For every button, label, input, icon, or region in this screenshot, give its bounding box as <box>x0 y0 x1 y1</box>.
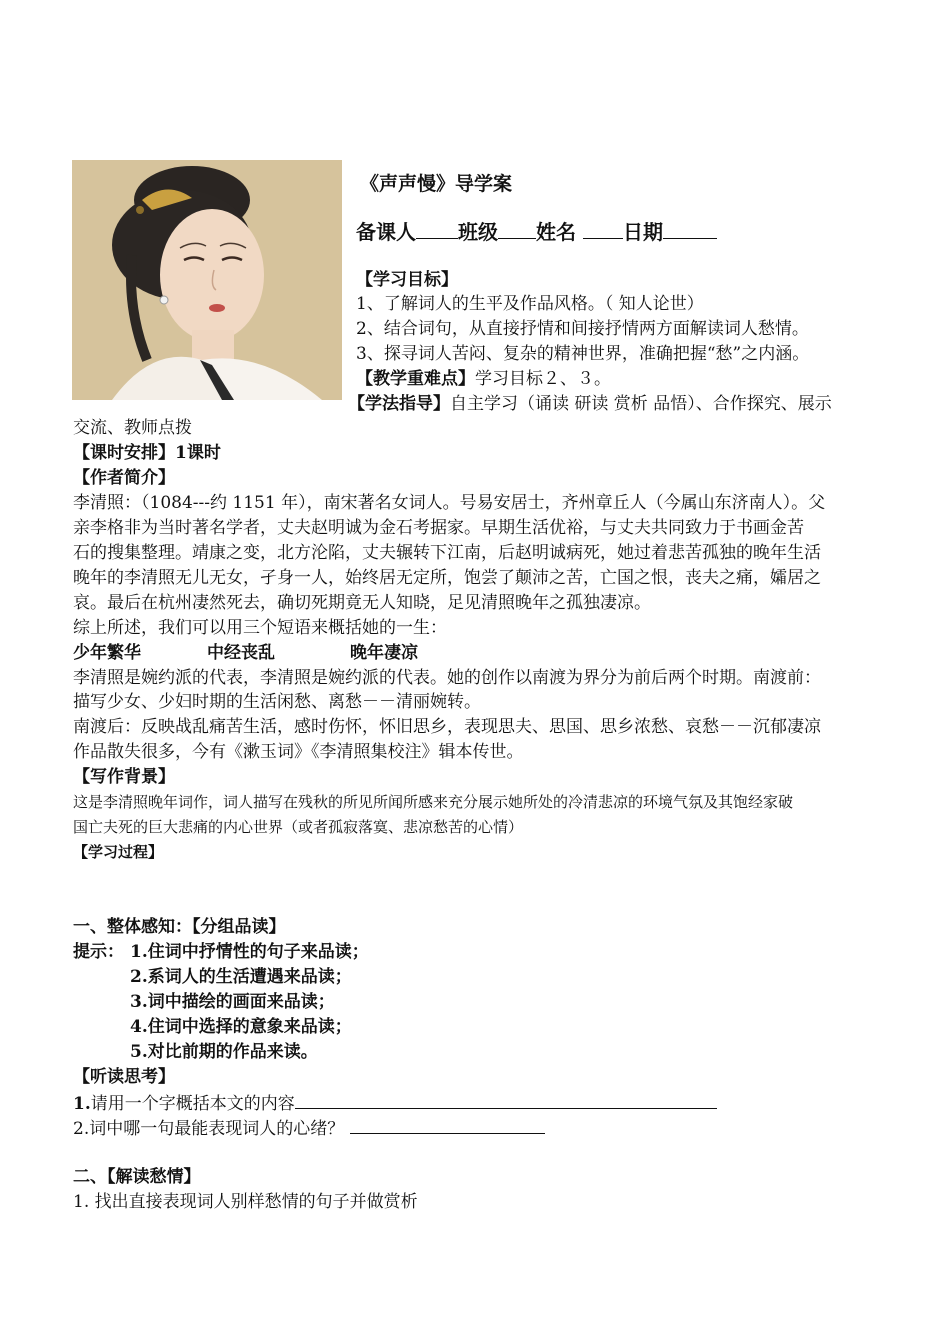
section2-question: 1. 找出直接表现词人别样愁情的句子并做赏析 <box>73 1192 418 1212</box>
author-line: 哀。最后在杭州凄然死去，确切死期竟无人知晓，足见清照晚年之孤独凄凉。 <box>73 593 651 613</box>
author-heading: 【作者简介】 <box>73 468 175 488</box>
objective-item: 2、结合词句，从直接抒情和间接抒情两方面解读词人愁情。 <box>356 319 809 339</box>
method-text: 自主学习（诵读 研读 赏析 品悟）、合作探究、展示 <box>450 394 832 414</box>
author-line: 李清照：（1084---约 1151 年），南宋著名女词人。号易安居士，齐州章丘人（今属山东济南人）。父 <box>73 493 826 513</box>
author-line: 晚年的李清照无儿无女，孑身一人，始终居无定所，饱尝了颠沛之苦，亡国之恨，丧夫之痛，孀居之 <box>73 568 821 588</box>
key-points-text: 学习目标２、３。 <box>475 369 611 389</box>
life-phrase: 少年繁华 <box>73 643 141 663</box>
objective-item: 1、了解词人的生平及作品风格。（ 知人论世） <box>356 294 704 314</box>
listen-question-2 <box>73 1115 545 1141</box>
portrait-image <box>72 160 342 400</box>
date-blank[interactable] <box>663 220 717 239</box>
schedule-text: 1课时 <box>175 443 221 463</box>
style-line: 描写少女、少妇时期的生活闲愁、离愁－－清丽婉转。 <box>73 692 481 712</box>
class-blank[interactable] <box>498 220 536 239</box>
style-line: 作品散失很多，今有《漱玉词》《李清照集校注》辑本传世。 <box>73 742 524 762</box>
schedule-line <box>73 441 221 465</box>
key-points-line <box>356 367 611 391</box>
name-blank[interactable] <box>583 220 623 239</box>
info-line <box>356 218 717 246</box>
hint-item: 3.词中描绘的画面来品读； <box>130 992 335 1012</box>
key-points-label: 【教学重难点】 <box>356 369 475 389</box>
author-line: 石的搜集整理。靖康之变，北方沦陷，丈夫辗转下江南，后赵明诚病死，她过着悲苦孤独的晚年生活 <box>73 543 821 563</box>
question-number: 1. <box>73 1094 91 1114</box>
author-line: 亲李格非为当时著名学者，丈夫赵明诚为金石考据家。早期生活优裕，与丈夫共同致力于书画金苦 <box>73 518 804 538</box>
document-title: 《声声慢》导学案 <box>360 173 513 195</box>
prepared-by-blank[interactable] <box>416 220 458 239</box>
method-label: 【学法指导】 <box>348 394 450 414</box>
objectives-heading: 【学习目标】 <box>356 270 458 290</box>
life-phrase: 晚年凄凉 <box>350 643 418 663</box>
style-line: 南渡后：反映战乱痛苦生活，感时伤怀，怀旧思乡，表现思夫、思国、思乡浓愁、哀愁－－沉郁凄凉 <box>73 717 821 737</box>
method-text-cont: 交流、教师点拨 <box>73 418 192 438</box>
name-label: 姓名 <box>536 220 576 244</box>
life-phrase: 中经丧乱 <box>207 643 275 663</box>
schedule-label: 【课时安排】 <box>73 443 175 463</box>
method-line <box>348 392 832 416</box>
author-summary: 综上所述，我们可以用三个短语来概括她的一生： <box>73 618 447 638</box>
class-label: 班级 <box>458 220 498 244</box>
listen-question-1 <box>73 1090 717 1116</box>
section1-heading: 一、整体感知：【分组品读】 <box>73 917 286 937</box>
prepared-by-label: 备课人 <box>356 220 416 244</box>
style-line: 李清照是婉约派的代表，李清照是婉约派的代表。她的创作以南渡为界分为前后两个时期。南渡前： <box>73 668 821 688</box>
objective-item: 3、探寻词人苦闷、复杂的精神世界，准确把握“愁”之内涵。 <box>356 344 810 364</box>
hint-item: 1.住词中抒情性的句子来品读； <box>130 942 369 962</box>
portrait-illustration <box>72 160 342 400</box>
background-line: 国亡夫死的巨大悲痛的内心世界（或者孤寂落寞、悲凉愁苦的心情） <box>73 818 524 836</box>
process-heading: 【学习过程】 <box>73 843 164 861</box>
question-text: 请用一个字概括本文的内容 <box>90 1094 295 1114</box>
background-line: 这是李清照晚年词作，词人描写在残秋的所见所闻所感来充分展示她所处的冷清悲凉的环境气氛及其饱经家破 <box>73 793 794 811</box>
listen-heading: 【听读思考】 <box>73 1067 175 1087</box>
hint-label: 提示： <box>73 942 124 962</box>
answer-blank[interactable] <box>350 1115 545 1134</box>
section2-heading: 二、【解读愁情】 <box>73 1167 201 1187</box>
background-heading: 【写作背景】 <box>73 767 175 787</box>
question-text: 2.词中哪一句最能表现词人的心绪？ <box>73 1119 345 1139</box>
date-label: 日期 <box>622 220 663 244</box>
hint-item: 5.对比前期的作品来读。 <box>130 1042 318 1062</box>
hint-item: 2.系词人的生活遭遇来品读； <box>130 967 352 987</box>
answer-blank[interactable] <box>295 1090 717 1109</box>
hint-item: 4.住词中选择的意象来品读； <box>130 1017 352 1037</box>
